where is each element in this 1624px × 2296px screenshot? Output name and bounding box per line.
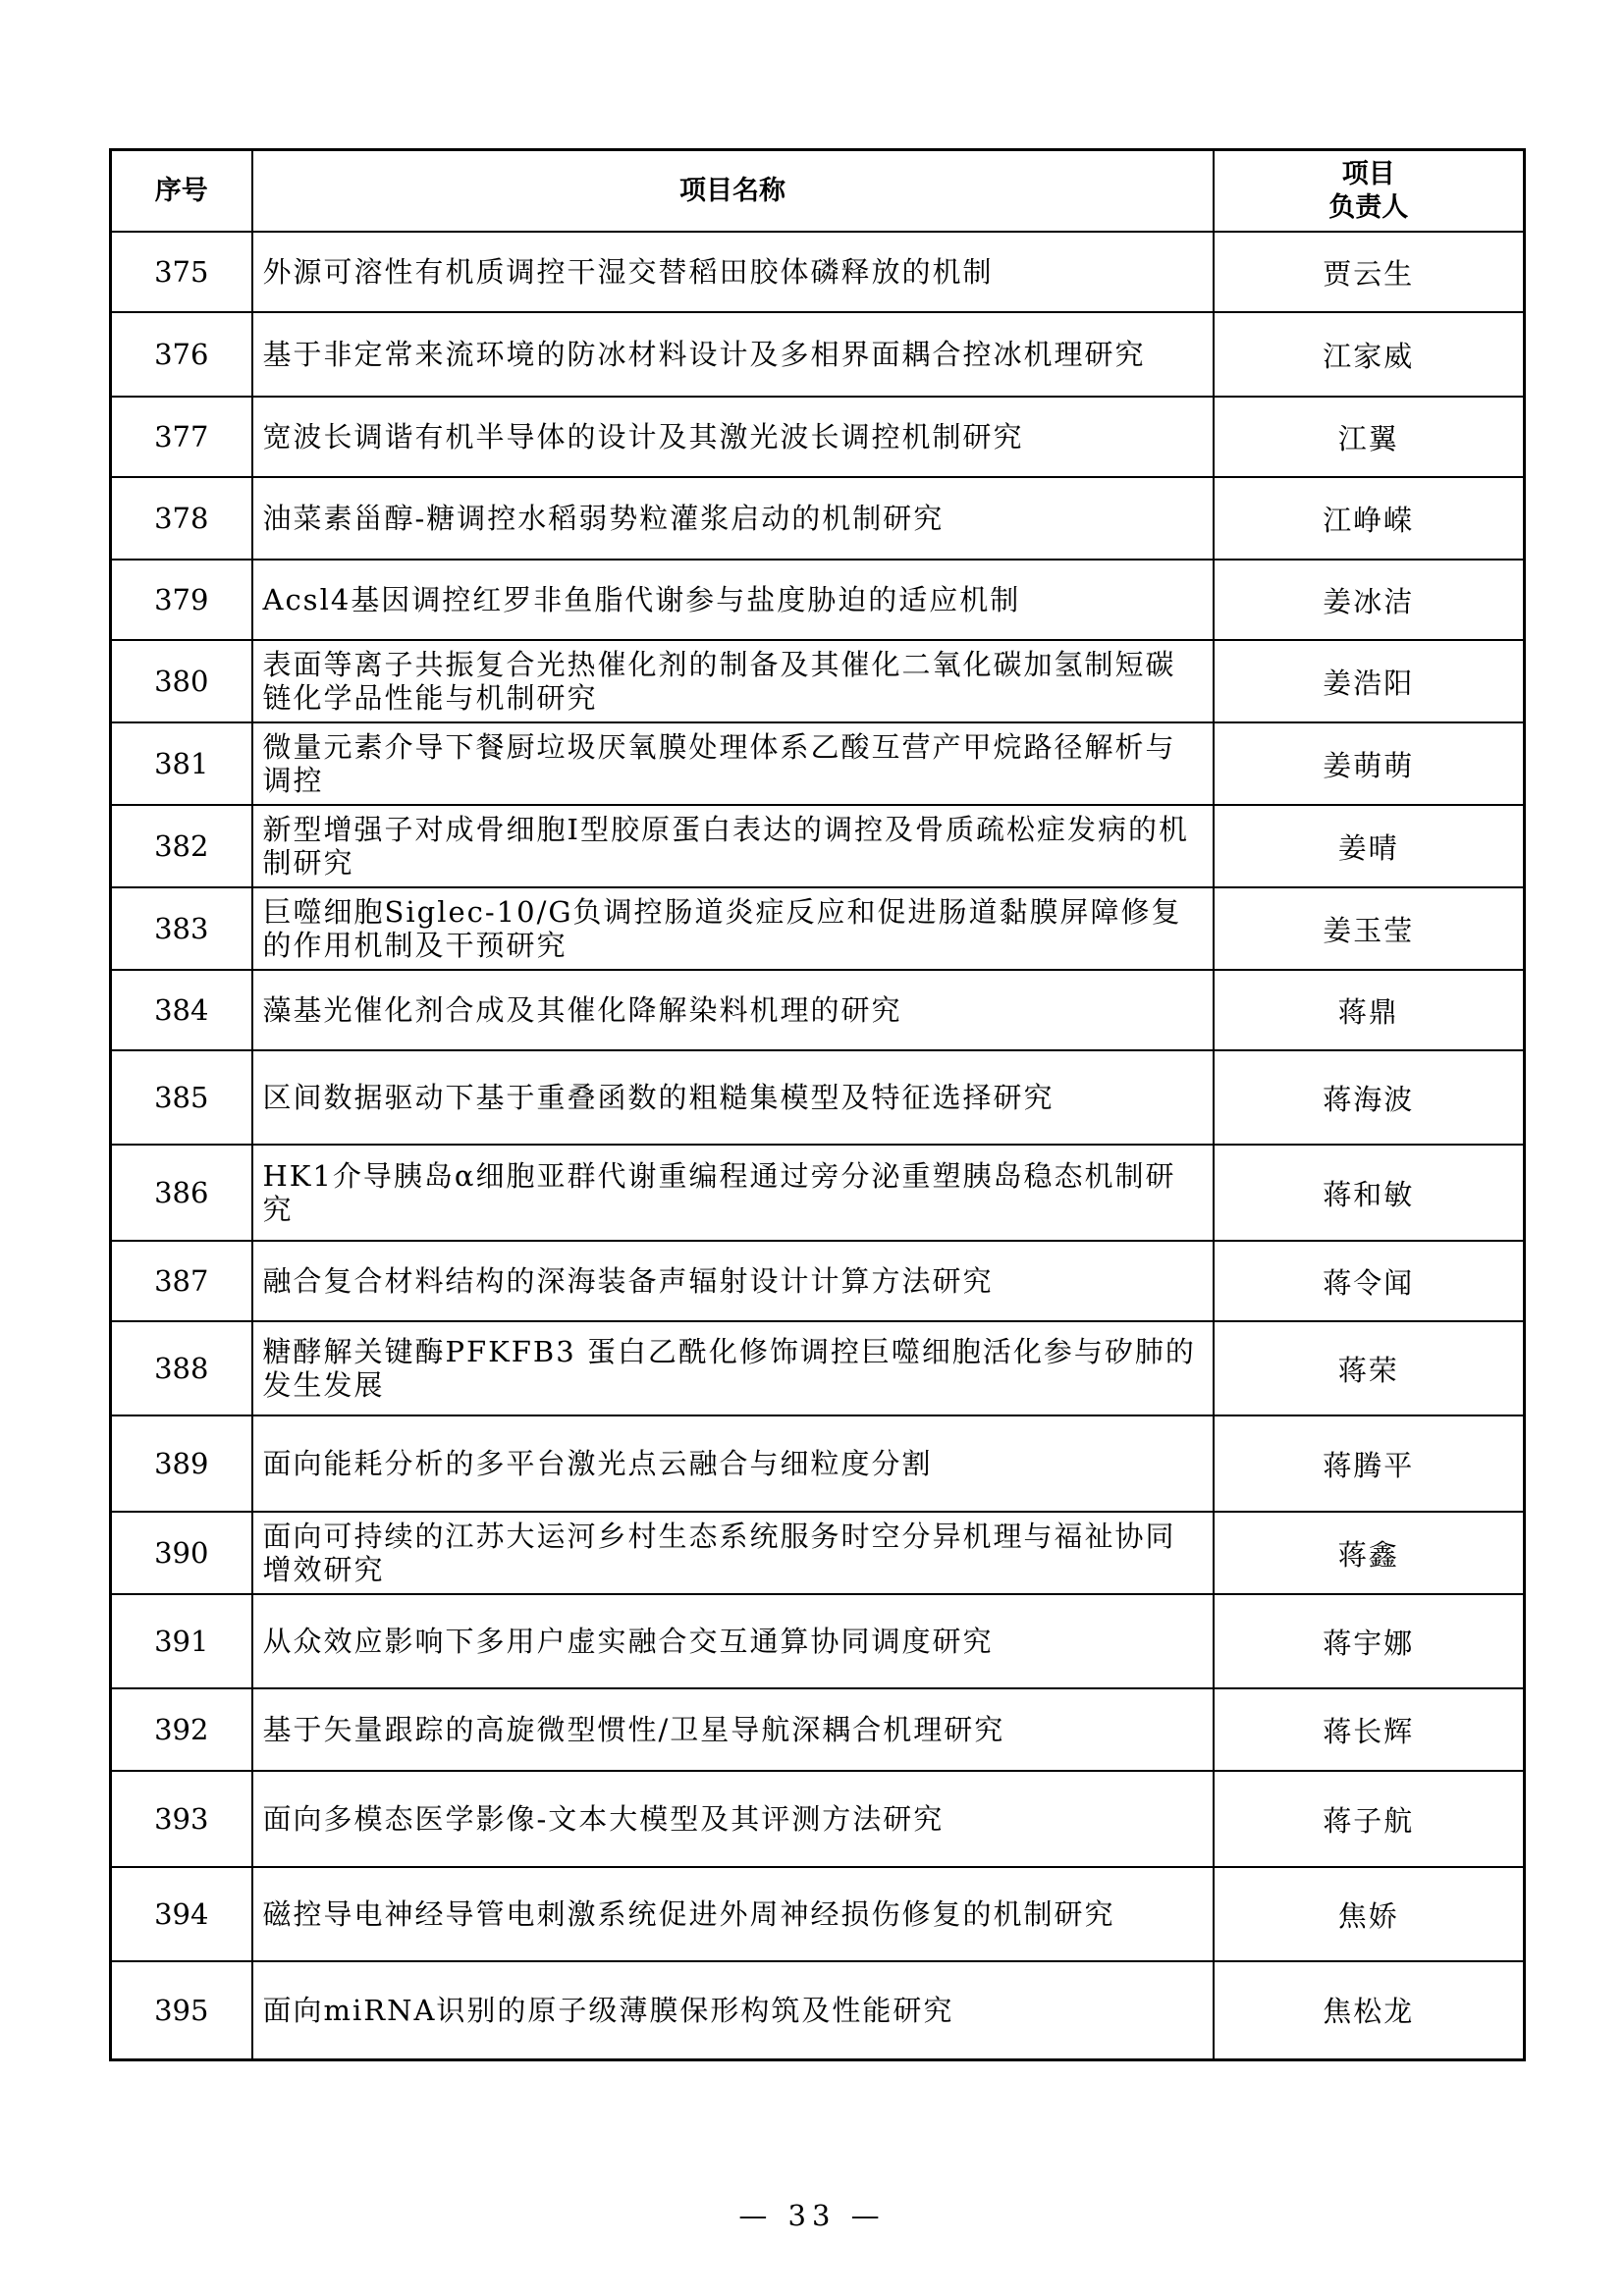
table-row (111, 397, 1525, 477)
project-leader: 姜晴 (1214, 805, 1525, 887)
project-leader: 江家威 (1214, 312, 1525, 397)
row-number: 391 (111, 1594, 252, 1688)
project-name: 新型增强子对成骨细胞I型胶原蛋白表达的调控及骨质疏松症发病的机制研究 (252, 805, 1214, 887)
project-name: 融合复合材料结构的深海装备声辐射设计计算方法研究 (252, 1241, 1214, 1321)
row-number: 379 (111, 560, 252, 640)
project-name: 磁控导电神经导管电刺激系统促进外周神经损伤修复的机制研究 (252, 1867, 1214, 1961)
row-number: 389 (111, 1415, 252, 1512)
project-name: 基于矢量跟踪的高旋微型惯性/卫星导航深耦合机理研究 (252, 1688, 1214, 1771)
project-name: 油菜素甾醇-糖调控水稻弱势粒灌浆启动的机制研究 (252, 477, 1214, 560)
project-name: 面向能耗分析的多平台激光点云融合与细粒度分割 (252, 1415, 1214, 1512)
project-name: 宽波长调谐有机半导体的设计及其激光波长调控机制研究 (252, 397, 1214, 477)
header-leader (1214, 150, 1525, 233)
project-name: 微量元素介导下餐厨垃圾厌氧膜处理体系乙酸互营产甲烷路径解析与调控 (252, 722, 1214, 805)
project-table (109, 148, 1526, 2061)
row-number: 378 (111, 477, 252, 560)
row-number: 393 (111, 1771, 252, 1867)
header-leader-line2: 负责人 (1328, 191, 1409, 223)
project-leader: 蒋令闻 (1214, 1241, 1525, 1321)
project-leader: 焦娇 (1214, 1867, 1525, 1961)
project-leader: 姜玉莹 (1214, 887, 1525, 970)
row-number: 377 (111, 397, 252, 477)
project-name: 表面等离子共振复合光热催化剂的制备及其催化二氧化碳加氢制短碳链化学品性能与机制研究 (252, 640, 1214, 722)
header-row (111, 150, 1525, 233)
project-name: HK1介导胰岛α细胞亚群代谢重编程通过旁分泌重塑胰岛稳态机制研究 (252, 1145, 1214, 1241)
row-number: 388 (111, 1321, 252, 1415)
project-leader: 贾云生 (1214, 232, 1525, 312)
row-number: 381 (111, 722, 252, 805)
project-name: 外源可溶性有机质调控干湿交替稻田胶体磷释放的机制 (252, 232, 1214, 312)
table-row (111, 1594, 1525, 1688)
table-row (111, 1050, 1525, 1145)
project-name: 巨噬细胞Siglec-10/G负调控肠道炎症反应和促进肠道黏膜屏障修复的作用机制及干预研究 (252, 887, 1214, 970)
project-leader: 蒋鑫 (1214, 1512, 1525, 1594)
table-row (111, 1771, 1525, 1867)
project-name: 面向可持续的江苏大运河乡村生态系统服务时空分异机理与福祉协同增效研究 (252, 1512, 1214, 1594)
table-row (111, 805, 1525, 887)
project-leader: 姜冰洁 (1214, 560, 1525, 640)
row-number: 390 (111, 1512, 252, 1594)
table-row (111, 232, 1525, 312)
project-name: 糖酵解关键酶PFKFB3 蛋白乙酰化修饰调控巨噬细胞活化参与矽肺的发生发展 (252, 1321, 1214, 1415)
project-name: 面向miRNA识别的原子级薄膜保形构筑及性能研究 (252, 1961, 1214, 2059)
table-row (111, 1241, 1525, 1321)
table-row (111, 1145, 1525, 1241)
project-leader: 蒋腾平 (1214, 1415, 1525, 1512)
table-row (111, 1688, 1525, 1771)
row-number: 392 (111, 1688, 252, 1771)
project-name: 面向多模态医学影像-文本大模型及其评测方法研究 (252, 1771, 1214, 1867)
project-leader: 蒋海波 (1214, 1050, 1525, 1145)
project-name: 区间数据驱动下基于重叠函数的粗糙集模型及特征选择研究 (252, 1050, 1214, 1145)
project-name: 藻基光催化剂合成及其催化降解染料机理的研究 (252, 970, 1214, 1050)
table-header (111, 150, 1525, 233)
row-number: 383 (111, 887, 252, 970)
header-no: 序号 (111, 150, 252, 233)
project-name: 基于非定常来流环境的防冰材料设计及多相界面耦合控冰机理研究 (252, 312, 1214, 397)
project-name: 从众效应影响下多用户虚实融合交互通算协同调度研究 (252, 1594, 1214, 1688)
table-row (111, 1961, 1525, 2059)
header-leader-line1: 项目 (1341, 158, 1395, 189)
table-row (111, 887, 1525, 970)
project-leader: 蒋宇娜 (1214, 1594, 1525, 1688)
row-number: 394 (111, 1867, 252, 1961)
project-name: Acsl4基因调控红罗非鱼脂代谢参与盐度胁迫的适应机制 (252, 560, 1214, 640)
row-number: 375 (111, 232, 252, 312)
table-row (111, 477, 1525, 560)
header-name: 项目名称 (252, 150, 1214, 233)
row-number: 384 (111, 970, 252, 1050)
row-number: 386 (111, 1145, 252, 1241)
table-row (111, 1415, 1525, 1512)
project-leader: 姜萌萌 (1214, 722, 1525, 805)
row-number: 385 (111, 1050, 252, 1145)
row-number: 380 (111, 640, 252, 722)
table-row (111, 312, 1525, 397)
project-leader: 江峥嵘 (1214, 477, 1525, 560)
project-leader: 姜浩阳 (1214, 640, 1525, 722)
table-row (111, 1867, 1525, 1961)
project-leader: 蒋子航 (1214, 1771, 1525, 1867)
row-number: 395 (111, 1961, 252, 2059)
table-row (111, 722, 1525, 805)
table-row (111, 1512, 1525, 1594)
page-number: — 33 — (738, 2199, 886, 2232)
project-leader: 蒋和敏 (1214, 1145, 1525, 1241)
project-leader: 焦松龙 (1214, 1961, 1525, 2059)
table-row (111, 560, 1525, 640)
table-row (111, 640, 1525, 722)
row-number: 387 (111, 1241, 252, 1321)
table-row (111, 1321, 1525, 1415)
table-body (111, 232, 1525, 2059)
project-leader: 蒋长辉 (1214, 1688, 1525, 1771)
project-leader: 蒋荣 (1214, 1321, 1525, 1415)
table-row (111, 970, 1525, 1050)
row-number: 382 (111, 805, 252, 887)
row-number: 376 (111, 312, 252, 397)
project-leader: 江翼 (1214, 397, 1525, 477)
project-leader: 蒋鼎 (1214, 970, 1525, 1050)
